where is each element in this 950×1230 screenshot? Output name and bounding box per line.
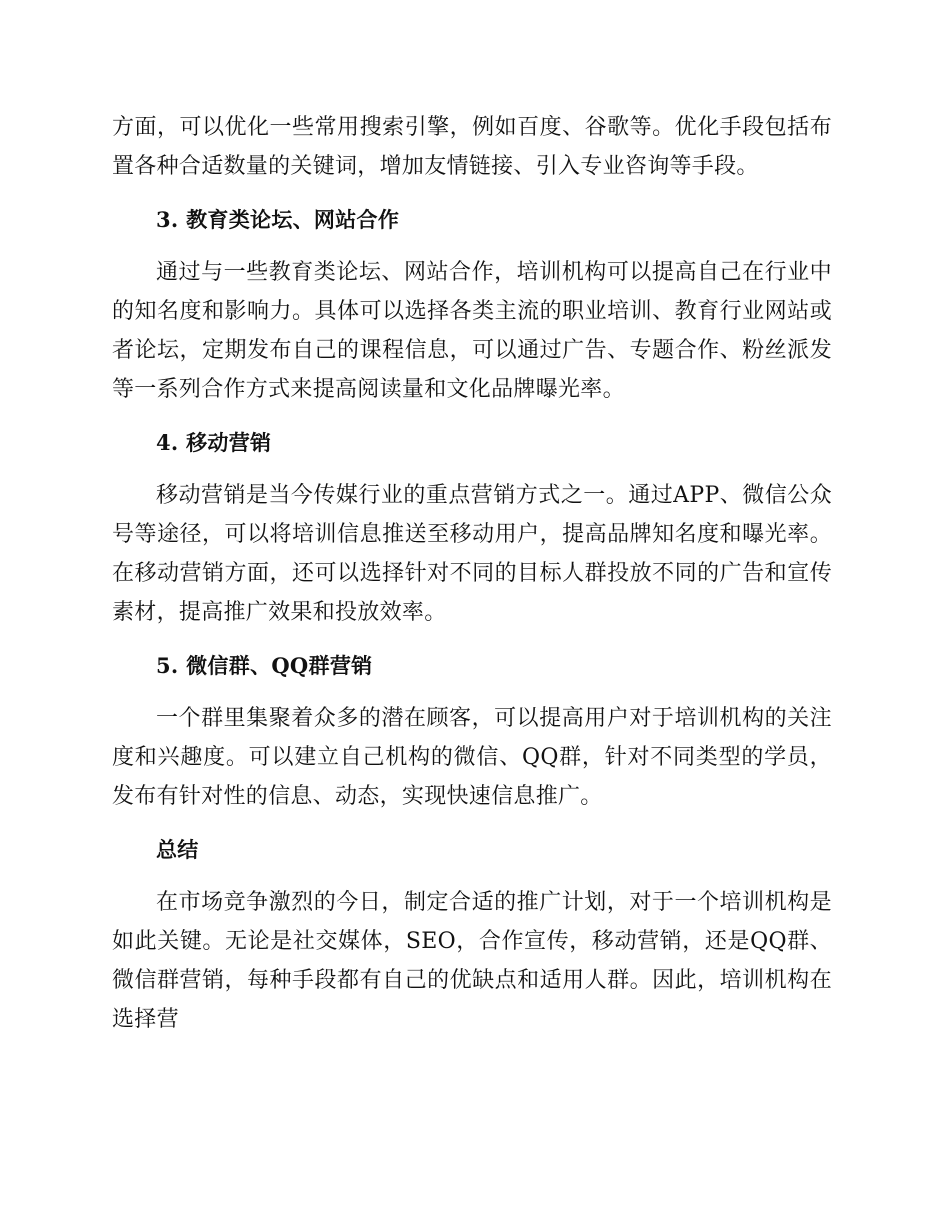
- spacer: [112, 632, 832, 646]
- document-page: [112, 108, 832, 1039]
- paragraph-seo-continued: 方面，可以优化一些常用搜索引擎，例如百度、谷歌等。优化手段包括布置各种合适数量的关键词，增加友情链接、引入专业咨询等手段。: [112, 115, 832, 179]
- spacer: [112, 816, 832, 830]
- paragraph-forum-cooperation: 通过与一些教育类论坛、网站合作，培训机构可以提高自己在行业中的知名度和影响力。具体可以选择各类主流的职业培训、教育行业网站或者论坛，定期发布自己的课程信息，可以通过广告、专题合作、粉丝派发等一系列合作方式来提高阅读量和文化品牌曝光率。: [112, 260, 832, 402]
- spacer: [112, 685, 832, 699]
- section-heading-forum-cooperation: 3. 教育类论坛、网站合作: [156, 207, 400, 232]
- spacer: [112, 869, 832, 883]
- section-heading-summary: 总结: [156, 837, 199, 862]
- spacer: [112, 409, 832, 423]
- section-heading-group-marketing: 5. 微信群、QQ群营销: [156, 653, 373, 678]
- paragraph-summary: 在市场竞争激烈的今日，制定合适的推广计划，对于一个培训机构是如此关键。无论是社交媒体，SEO，合作宣传，移动营销，还是QQ群、微信群营销，每种手段都有自己的优缺点和适用人群。因此，培训机构在选择营: [112, 890, 832, 1032]
- paragraph-group-marketing: 一个群里集聚着众多的潜在顾客，可以提高用户对于培训机构的关注度和兴趣度。可以建立自己机构的微信、QQ群，针对不同类型的学员，发布有针对性的信息、动态，实现快速信息推广。: [112, 706, 832, 809]
- spacer: [112, 462, 832, 476]
- spacer: [112, 239, 832, 253]
- paragraph-mobile-marketing: 移动营销是当今传媒行业的重点营销方式之一。通过APP、微信公众号等途径，可以将培训信息推送至移动用户，提高品牌知名度和曝光率。在移动营销方面，还可以选择针对不同的目标人群投放不同的广告和宣传素材，提高推广效果和投放效率。: [112, 483, 832, 625]
- section-heading-mobile-marketing: 4. 移动营销: [156, 430, 272, 455]
- spacer: [112, 186, 832, 200]
